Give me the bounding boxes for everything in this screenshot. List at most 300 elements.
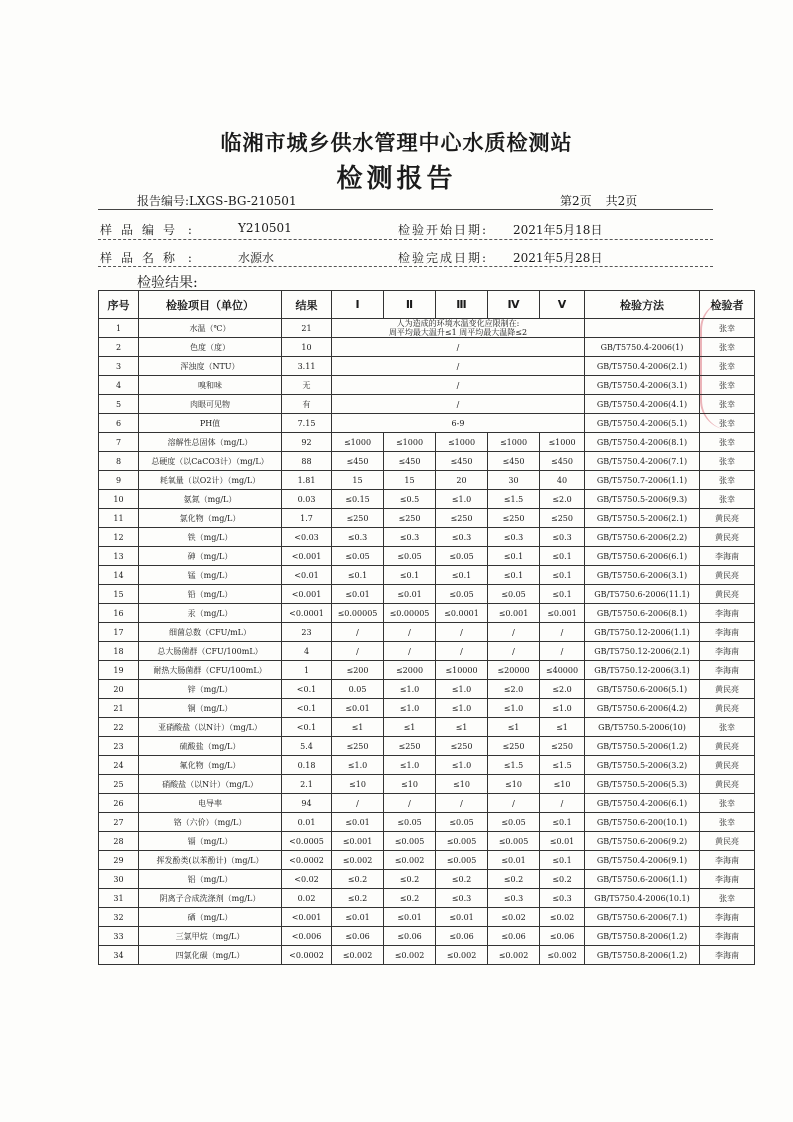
table-cell: ≤0.05 xyxy=(436,585,488,604)
table-cell: ≤10000 xyxy=(436,661,488,680)
table-cell: ≤1 xyxy=(332,718,384,737)
table-cell: ≤250 xyxy=(384,737,436,756)
table-cell: / xyxy=(436,623,488,642)
table-cell: 张幸 xyxy=(700,433,755,452)
table-cell: 李海南 xyxy=(700,927,755,946)
table-cell: GB/T5750.4-2006(3.1) xyxy=(585,376,700,395)
col-header: 结果 xyxy=(282,291,332,319)
table-cell: 耐热大肠菌群（CFU/100mL） xyxy=(139,661,282,680)
table-cell: 总大肠菌群（CFU/100mL） xyxy=(139,642,282,661)
table-cell: 94 xyxy=(282,794,332,813)
table-cell: 黄民亮 xyxy=(700,585,755,604)
col-header: Ⅱ xyxy=(384,291,436,319)
table-cell: GB/T5750.6-2006(5.1) xyxy=(585,680,700,699)
table-cell: ≤1.5 xyxy=(540,756,585,775)
divider xyxy=(98,266,713,267)
table-cell: ≤1.0 xyxy=(436,680,488,699)
table-cell: ≤2.0 xyxy=(540,680,585,699)
table-cell: ≤1 xyxy=(436,718,488,737)
table-cell: 张幸 xyxy=(700,889,755,908)
table-cell: 李海南 xyxy=(700,851,755,870)
table-cell: GB/T5750.6-2006(2.2) xyxy=(585,528,700,547)
table-cell: 0.03 xyxy=(282,490,332,509)
table-cell: 21 xyxy=(282,319,332,338)
table-cell: ≤0.3 xyxy=(332,528,384,547)
table-cell: ≤0.06 xyxy=(332,927,384,946)
table-cell: GB/T5750.8-2006(1.2) xyxy=(585,946,700,965)
table-cell: ≤0.02 xyxy=(488,908,540,927)
table-row xyxy=(99,452,755,471)
page-indicator xyxy=(560,192,651,209)
results-table xyxy=(98,290,755,965)
table-row xyxy=(99,813,755,832)
table-cell: ≤250 xyxy=(332,737,384,756)
table-cell: ≤0.05 xyxy=(436,813,488,832)
table-cell: GB/T5750.6-2006(11.1) xyxy=(585,585,700,604)
table-cell: 铬（六价）（mg/L） xyxy=(139,813,282,832)
table-cell: 无 xyxy=(282,376,332,395)
table-cell: 20 xyxy=(99,680,139,699)
table-cell: ≤0.05 xyxy=(384,813,436,832)
table-cell: ≤0.1 xyxy=(332,566,384,585)
table-cell: 2 xyxy=(99,338,139,357)
table-cell: GB/T5750.4-2006(10.1) xyxy=(585,889,700,908)
table-cell: ≤0.05 xyxy=(488,585,540,604)
table-cell: 黄民亮 xyxy=(700,566,755,585)
table-cell: GB/T5750.6-2006(6.1) xyxy=(585,547,700,566)
table-row xyxy=(99,737,755,756)
table-cell: GB/T5750.12-2006(2.1) xyxy=(585,642,700,661)
table-cell: 88 xyxy=(282,452,332,471)
table-cell: ≤0.01 xyxy=(332,699,384,718)
table-cell: GB/T5750.6-2006(9.2) xyxy=(585,832,700,851)
table-cell: GB/T5750.4-2006(6.1) xyxy=(585,794,700,813)
table-cell: <0.01 xyxy=(282,566,332,585)
table-cell: 镉（mg/L） xyxy=(139,832,282,851)
table-cell: ≤0.2 xyxy=(384,889,436,908)
table-cell: 李海南 xyxy=(700,661,755,680)
table-cell: ≤0.15 xyxy=(332,490,384,509)
table-cell: / xyxy=(332,357,585,376)
table-cell: ≤1.0 xyxy=(384,699,436,718)
table-cell: GB/T5750.4-2006(1) xyxy=(585,338,700,357)
start-date-label: 检验开始日期: xyxy=(398,223,489,237)
table-cell: 溶解性总固体（mg/L） xyxy=(139,433,282,452)
table-row xyxy=(99,490,755,509)
sample-no-value: Y210501 xyxy=(238,221,292,235)
table-cell: 李海南 xyxy=(700,547,755,566)
table-cell: 6 xyxy=(99,414,139,433)
table-cell: ≤2000 xyxy=(384,661,436,680)
table-cell: 27 xyxy=(99,813,139,832)
table-cell: 耗氧量（以O2计）（mg/L） xyxy=(139,471,282,490)
col-header: 序号 xyxy=(99,291,139,319)
table-cell: 30 xyxy=(99,870,139,889)
table-cell: 黄民亮 xyxy=(700,756,755,775)
table-cell: 3 xyxy=(99,357,139,376)
table-row xyxy=(99,319,755,338)
table-cell: 张幸 xyxy=(700,794,755,813)
table-cell: ≤0.1 xyxy=(436,566,488,585)
table-cell: 铝（mg/L） xyxy=(139,870,282,889)
table-cell: 阴离子合成洗涤剂（mg/L） xyxy=(139,889,282,908)
table-cell: ≤10 xyxy=(488,775,540,794)
table-cell: 1.7 xyxy=(282,509,332,528)
table-cell: 张幸 xyxy=(700,452,755,471)
table-cell: GB/T5750.4-2006(7.1) xyxy=(585,452,700,471)
table-row xyxy=(99,908,755,927)
table-cell: 张幸 xyxy=(700,376,755,395)
table-cell: 肉眼可见物 xyxy=(139,395,282,414)
table-cell: 浑浊度（NTU） xyxy=(139,357,282,376)
table-cell: GB/T5750.4-2006(9.1) xyxy=(585,851,700,870)
table-cell: 17 xyxy=(99,623,139,642)
table-cell: / xyxy=(332,623,384,642)
table-cell: ≤1.5 xyxy=(488,490,540,509)
sample-name-value: 水源水 xyxy=(238,251,275,265)
table-row xyxy=(99,338,755,357)
table-cell: ≤0.00005 xyxy=(384,604,436,623)
table-row xyxy=(99,585,755,604)
note-line: 人为造成的环境水温变化应限制在: xyxy=(396,319,520,328)
table-cell: <0.02 xyxy=(282,870,332,889)
table-cell: ≤0.02 xyxy=(540,908,585,927)
table-cell: 张幸 xyxy=(700,490,755,509)
table-cell: 7 xyxy=(99,433,139,452)
table-cell: 锌（mg/L） xyxy=(139,680,282,699)
table-cell: ≤0.002 xyxy=(436,946,488,965)
table-cell: 李海南 xyxy=(700,623,755,642)
table-cell: ≤0.002 xyxy=(332,851,384,870)
table-cell: ≤0.2 xyxy=(384,870,436,889)
table-cell: 40 xyxy=(540,471,585,490)
table-cell: / xyxy=(332,794,384,813)
table-row xyxy=(99,528,755,547)
table-cell: GB/T5750.6-2006(1.1) xyxy=(585,870,700,889)
table-row xyxy=(99,471,755,490)
table-cell: / xyxy=(384,623,436,642)
table-cell: 5.4 xyxy=(282,737,332,756)
table-cell: ≤0.005 xyxy=(384,832,436,851)
table-cell: GB/T5750.5-2006(5.3) xyxy=(585,775,700,794)
table-cell: <0.1 xyxy=(282,680,332,699)
table-cell: 硒（mg/L） xyxy=(139,908,282,927)
table-cell: / xyxy=(332,338,585,357)
table-cell: 李海南 xyxy=(700,908,755,927)
table-cell: ≤0.1 xyxy=(540,566,585,585)
table-cell: 22 xyxy=(99,718,139,737)
table-cell: 李海南 xyxy=(700,642,755,661)
table-cell: ≤0.01 xyxy=(436,908,488,927)
total-pages: 共2页 xyxy=(605,194,638,208)
table-cell: 黄民亮 xyxy=(700,832,755,851)
table-cell: 8 xyxy=(99,452,139,471)
col-header: Ⅰ xyxy=(332,291,384,319)
table-cell: ≤1 xyxy=(488,718,540,737)
table-cell: GB/T5750.4-2006(2.1) xyxy=(585,357,700,376)
table-cell: ≤0.002 xyxy=(384,946,436,965)
table-cell: 23 xyxy=(99,737,139,756)
table-cell: 电导率 xyxy=(139,794,282,813)
table-cell: <0.001 xyxy=(282,547,332,566)
table-cell: 黄民亮 xyxy=(700,528,755,547)
table-cell: ≤0.2 xyxy=(332,889,384,908)
table-cell: ≤0.3 xyxy=(540,528,585,547)
sample-name-field xyxy=(100,249,192,266)
table-row xyxy=(99,889,755,908)
table-cell: 汞（mg/L） xyxy=(139,604,282,623)
table-cell: / xyxy=(488,794,540,813)
table-row xyxy=(99,395,755,414)
table-header-row xyxy=(99,291,755,319)
col-header: Ⅲ xyxy=(436,291,488,319)
colon: : xyxy=(187,251,192,265)
table-cell: ≤200 xyxy=(332,661,384,680)
table-cell: ≤0.01 xyxy=(384,908,436,927)
table-cell: ≤0.05 xyxy=(332,547,384,566)
table-row xyxy=(99,946,755,965)
table-cell: 硝酸盐（以N计）（mg/L） xyxy=(139,775,282,794)
table-cell: <0.0001 xyxy=(282,604,332,623)
table-cell: ≤2.0 xyxy=(540,490,585,509)
table-cell: ≤0.05 xyxy=(384,547,436,566)
table-cell: ≤250 xyxy=(332,509,384,528)
table-cell: ≤0.01 xyxy=(332,908,384,927)
table-cell: 20 xyxy=(436,471,488,490)
table-cell: ≤450 xyxy=(540,452,585,471)
table-row xyxy=(99,547,755,566)
table-cell: <0.006 xyxy=(282,927,332,946)
sample-no-label: 样品编号 xyxy=(100,223,185,237)
table-cell: 30 xyxy=(488,471,540,490)
table-cell: ≤0.2 xyxy=(332,870,384,889)
table-cell: ≤0.06 xyxy=(488,927,540,946)
table-cell: <0.1 xyxy=(282,699,332,718)
table-cell: ≤0.0001 xyxy=(436,604,488,623)
page-number: 第2页 xyxy=(560,194,592,208)
table-cell: ≤250 xyxy=(436,509,488,528)
table-cell: ≤0.1 xyxy=(540,813,585,832)
table-cell: 26 xyxy=(99,794,139,813)
table-cell: ≤1 xyxy=(540,718,585,737)
table-cell: 有 xyxy=(282,395,332,414)
table-cell: 1.81 xyxy=(282,471,332,490)
table-cell: 铅（mg/L） xyxy=(139,585,282,604)
results-title: 检验结果: xyxy=(137,275,198,291)
table-cell: / xyxy=(540,642,585,661)
table-cell: ≤0.3 xyxy=(488,889,540,908)
table-cell: 19 xyxy=(99,661,139,680)
table-cell: ≤1.0 xyxy=(436,699,488,718)
end-date-label: 检验完成日期: xyxy=(398,251,489,265)
table-cell: 13 xyxy=(99,547,139,566)
divider xyxy=(98,239,713,240)
table-cell: 4 xyxy=(99,376,139,395)
table-cell: 张幸 xyxy=(700,471,755,490)
table-row xyxy=(99,509,755,528)
table-cell: ≤0.1 xyxy=(540,851,585,870)
table-cell: GB/T5750.5-2006(1.2) xyxy=(585,737,700,756)
table-cell: 29 xyxy=(99,851,139,870)
table-cell: ≤20000 xyxy=(488,661,540,680)
table-cell: ≤0.3 xyxy=(436,528,488,547)
table-cell: GB/T5750.7-2006(1.1) xyxy=(585,471,700,490)
table-cell: 0.02 xyxy=(282,889,332,908)
table-cell: 黄民亮 xyxy=(700,737,755,756)
table-row xyxy=(99,414,755,433)
table-cell: ≤0.005 xyxy=(436,851,488,870)
table-cell: ≤0.5 xyxy=(384,490,436,509)
table-cell: GB/T5750.6-2006(3.1) xyxy=(585,566,700,585)
table-cell: ≤0.002 xyxy=(332,946,384,965)
table-cell: GB/T5750.4-2006(5.1) xyxy=(585,414,700,433)
table-cell: 铜（mg/L） xyxy=(139,699,282,718)
table-cell: ≤450 xyxy=(436,452,488,471)
table-cell: 1 xyxy=(282,661,332,680)
table-cell: ≤450 xyxy=(488,452,540,471)
table-cell: 31 xyxy=(99,889,139,908)
table-cell: 水温（℃） xyxy=(139,319,282,338)
table-row xyxy=(99,604,755,623)
table-cell: ≤0.001 xyxy=(540,604,585,623)
colon: : xyxy=(187,223,192,237)
table-cell: ≤0.06 xyxy=(436,927,488,946)
table-cell: 挥发酚类(以苯酚计)（mg/L） xyxy=(139,851,282,870)
table-cell: ≤0.00005 xyxy=(332,604,384,623)
table-cell: 0.05 xyxy=(332,680,384,699)
table-cell: 张幸 xyxy=(700,718,755,737)
table-cell: ≤450 xyxy=(332,452,384,471)
table-cell: ≤0.01 xyxy=(488,851,540,870)
table-row xyxy=(99,718,755,737)
table-cell: <0.001 xyxy=(282,585,332,604)
table-cell: 10 xyxy=(99,490,139,509)
table-cell: PH值 xyxy=(139,414,282,433)
table-cell: <0.001 xyxy=(282,908,332,927)
table-cell: ≤0.06 xyxy=(384,927,436,946)
table-cell: 三氯甲烷（mg/L） xyxy=(139,927,282,946)
col-header: 检验者 xyxy=(700,291,755,319)
report-number-label: 报告编号: xyxy=(137,194,190,208)
table-cell: 34 xyxy=(99,946,139,965)
table-cell: ≤0.001 xyxy=(332,832,384,851)
table-cell: GB/T5750.6-2006(4.2) xyxy=(585,699,700,718)
table-cell: 15 xyxy=(332,471,384,490)
table-cell: 2.1 xyxy=(282,775,332,794)
table-cell: 15 xyxy=(384,471,436,490)
table-cell: GB/T5750.6-2006(8.1) xyxy=(585,604,700,623)
table-cell: 10 xyxy=(282,338,332,357)
table-cell: ≤10 xyxy=(436,775,488,794)
table-cell: ≤1.0 xyxy=(384,756,436,775)
table-cell: ≤0.01 xyxy=(540,832,585,851)
table-cell: ≤1000 xyxy=(436,433,488,452)
table-cell: GB/T5750.12-2006(1.1) xyxy=(585,623,700,642)
org-title: 临湘市城乡供水管理中心水质检测站 xyxy=(220,131,573,155)
table-cell: ≤0.05 xyxy=(488,813,540,832)
table-cell: ≤1.5 xyxy=(488,756,540,775)
table-cell: / xyxy=(384,642,436,661)
table-cell: <0.1 xyxy=(282,718,332,737)
table-cell: / xyxy=(436,642,488,661)
table-cell: 33 xyxy=(99,927,139,946)
table-cell: ≤0.05 xyxy=(436,547,488,566)
table-cell: 张幸 xyxy=(700,319,755,338)
table-cell: ≤1000 xyxy=(384,433,436,452)
table-row xyxy=(99,699,755,718)
table-cell: ≤0.06 xyxy=(540,927,585,946)
table-cell: 25 xyxy=(99,775,139,794)
table-cell: ≤0.3 xyxy=(436,889,488,908)
table-cell: ≤2.0 xyxy=(488,680,540,699)
note-line: 周平均最大温升≤1 周平均最大温降≤2 xyxy=(388,328,528,337)
table-cell: / xyxy=(384,794,436,813)
table-cell: 21 xyxy=(99,699,139,718)
table-row xyxy=(99,756,755,775)
table-cell: 四氯化碳（mg/L） xyxy=(139,946,282,965)
table-row xyxy=(99,870,755,889)
table-cell: 硫酸盐（mg/L） xyxy=(139,737,282,756)
table-cell: 色度（度） xyxy=(139,338,282,357)
table-cell: / xyxy=(332,642,384,661)
report-title: 检测报告 xyxy=(336,164,457,194)
table-cell: 15 xyxy=(99,585,139,604)
table-cell: ≤10 xyxy=(384,775,436,794)
table-cell: <0.0005 xyxy=(282,832,332,851)
table-cell: / xyxy=(488,623,540,642)
table-cell: ≤0.002 xyxy=(488,946,540,965)
table-cell: ≤250 xyxy=(488,737,540,756)
table-cell: 9 xyxy=(99,471,139,490)
table-cell: ≤10 xyxy=(332,775,384,794)
table-cell: 18 xyxy=(99,642,139,661)
table-cell: 张幸 xyxy=(700,414,755,433)
table-cell: 张幸 xyxy=(700,395,755,414)
table-cell: 铁（mg/L） xyxy=(139,528,282,547)
table-cell: 黄民亮 xyxy=(700,680,755,699)
table-row xyxy=(99,832,755,851)
table-cell: GB/T5750.4-2006(4.1) xyxy=(585,395,700,414)
table-cell: ≤0.01 xyxy=(384,585,436,604)
table-cell: ≤0.005 xyxy=(488,832,540,851)
table-cell: <0.03 xyxy=(282,528,332,547)
sample-no-field xyxy=(100,221,192,238)
table-cell: ≤0.01 xyxy=(332,813,384,832)
table-cell: 张幸 xyxy=(700,338,755,357)
table-cell: ≤40000 xyxy=(540,661,585,680)
table-cell: GB/T5750.5-2006(9.3) xyxy=(585,490,700,509)
table-row xyxy=(99,680,755,699)
table-row xyxy=(99,661,755,680)
table-cell: <0.0002 xyxy=(282,946,332,965)
table-cell: 黄民亮 xyxy=(700,775,755,794)
end-date-value: 2021年5月28日 xyxy=(513,251,603,265)
table-row xyxy=(99,927,755,946)
table-cell: 6-9 xyxy=(332,414,585,433)
table-cell: ≤0.3 xyxy=(540,889,585,908)
table-cell: GB/T5750.5-2006(3.2) xyxy=(585,756,700,775)
table-cell: GB/T5750.8-2006(1.2) xyxy=(585,927,700,946)
table-cell: / xyxy=(436,794,488,813)
table-cell: ≤0.002 xyxy=(540,946,585,965)
table-cell: GB/T5750.5-2006(2.1) xyxy=(585,509,700,528)
table-cell: / xyxy=(332,376,585,395)
table-row xyxy=(99,357,755,376)
table-cell: 氨氮（mg/L） xyxy=(139,490,282,509)
table-cell: 92 xyxy=(282,433,332,452)
table-cell: 32 xyxy=(99,908,139,927)
report-number-value: LXGS-BG-210501 xyxy=(189,194,297,208)
